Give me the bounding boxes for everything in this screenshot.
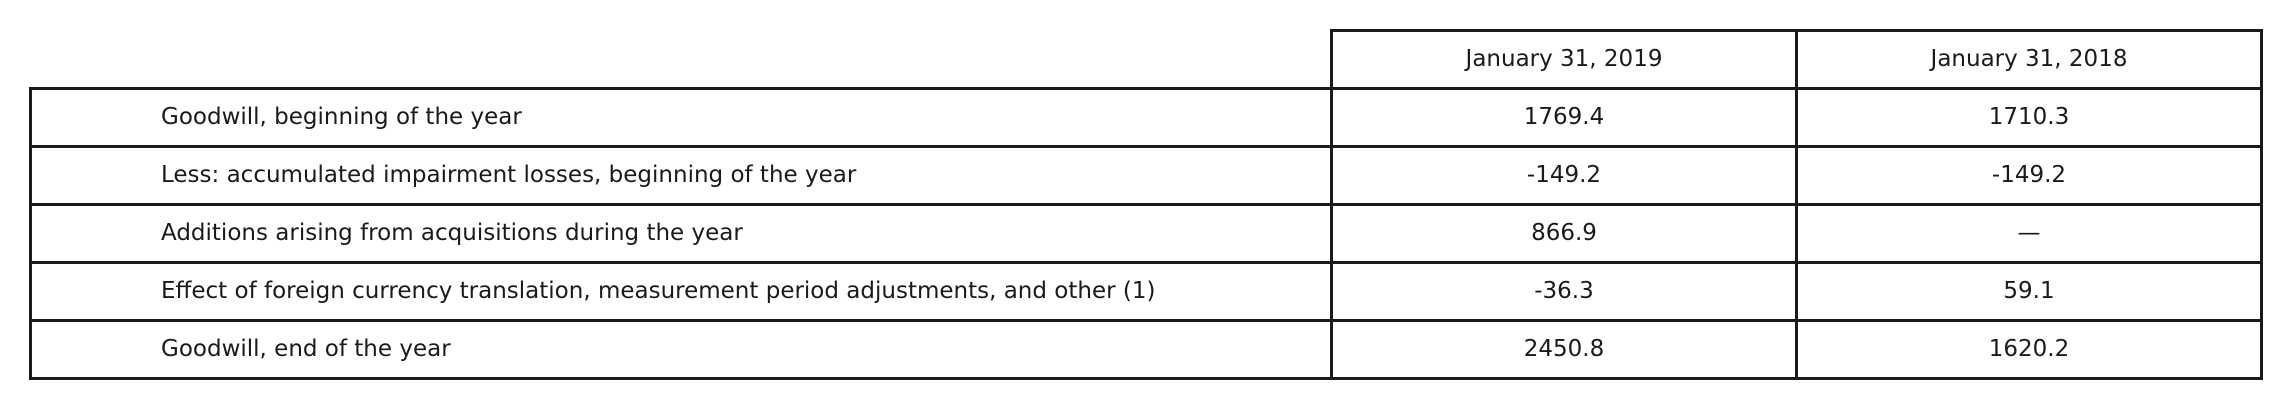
table-row: [31, 205, 2262, 263]
table-header-row: [31, 31, 2262, 89]
table-row: [31, 321, 2262, 379]
value-2018: -149.2: [1797, 147, 2262, 205]
value-2019: 1769.4: [1332, 89, 1797, 147]
value-2018: 1710.3: [1797, 89, 2262, 147]
row-label: Less: accumulated impairment losses, beginning of the year: [31, 147, 1332, 205]
row-label: Additions arising from acquisitions during the year: [31, 205, 1332, 263]
value-2019: 2450.8: [1332, 321, 1797, 379]
value-2018: 1620.2: [1797, 321, 2262, 379]
value-2019: -36.3: [1332, 263, 1797, 321]
row-label: Goodwill, beginning of the year: [31, 89, 1332, 147]
value-2019: -149.2: [1332, 147, 1797, 205]
header-blank-cell: [31, 31, 1332, 89]
table-row: [31, 147, 2262, 205]
table-row: [31, 89, 2262, 147]
value-2018: 59.1: [1797, 263, 2262, 321]
column-header-2019: January 31, 2019: [1332, 31, 1797, 89]
row-label: Effect of foreign currency translation, measurement period adjustments, and other (1): [31, 263, 1332, 321]
value-2018: —: [1797, 205, 2262, 263]
table-row: [31, 263, 2262, 321]
row-label: Goodwill, end of the year: [31, 321, 1332, 379]
column-header-2018: January 31, 2018: [1797, 31, 2262, 89]
goodwill-table: [29, 29, 2263, 380]
value-2019: 866.9: [1332, 205, 1797, 263]
